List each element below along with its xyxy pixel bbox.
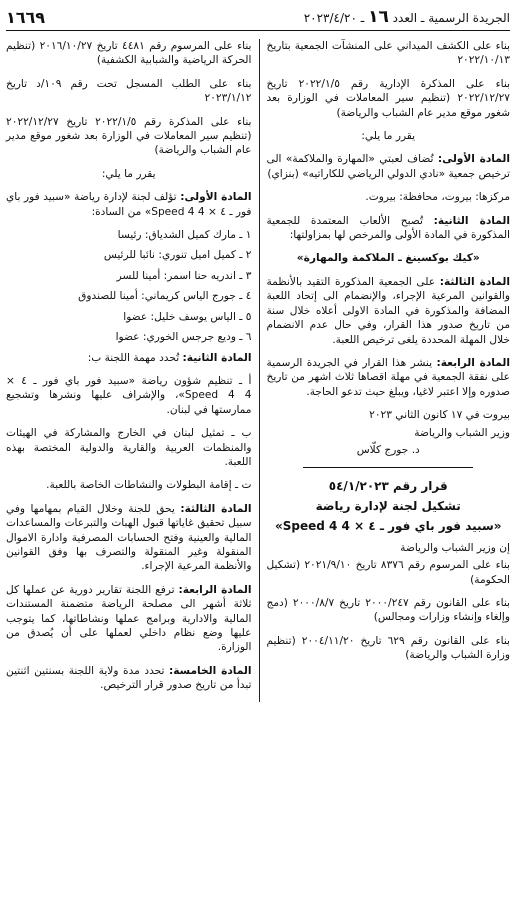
- article-text: تُصبح الألعاب المعتمدة للجمعية المذكورة في المادة الأولى والمرخص لها بمزاولتها:: [266, 214, 510, 242]
- article-label: المادة الرابعة:: [436, 356, 510, 369]
- task-item: ت ـ إقامة البطولات والنشاطات الخاصة باللعبة.: [46, 479, 252, 492]
- paragraph: بناء على المذكرة رقم ٢٠٢٢/١/٥ تاريخ ٢٠٢٢/١٢/٢٧ (تنظيم سير المعاملات في الوزارة بعد شغور موقع مدير عام الشباب والرياضة): [6, 115, 252, 157]
- article-text: تُحدد مهمة اللجنة ب:: [87, 351, 180, 364]
- decree-sport: «سبيد فور باي فور ـ ٤ × Speed 4 4»: [274, 518, 502, 533]
- article-2: [266, 214, 510, 243]
- decides-heading: يقرر ما يلي:: [101, 167, 156, 180]
- task-item: أ ـ تنظيم شؤون رياضة «سبيد فور باي فور ـ ٤ × Speed 4 4»، والإشراف عليها ونشرها وتشجيع ممارستها في لبنان.: [6, 374, 252, 416]
- headquarters-line: مركزها: بيروت، محافظة: بيروت.: [365, 191, 510, 204]
- two-column-body: [6, 39, 510, 702]
- paragraph: بناء على الطلب المسجل تحت رقم ١٠٩/د تاريخ ٢٠٢٣/١/١٢: [6, 77, 252, 105]
- article-label: المادة الخامسة:: [169, 664, 252, 677]
- article-label: المادة الثانية:: [182, 351, 252, 364]
- decides-heading: يقرر ما يلي:: [361, 130, 416, 143]
- article-text: على الجمعية المذكورة التقيد بالأنظمة والقوانين المرعية الإجراء، والإنضمام الى إتحاد اللعبة المضافة والمذكورة في المادة الاولى أعلاه خلال سنة من تاريخ صدور هذا القرار، وفي حال عدم الانضمام خلال المهلة المحددة يلغى ترخيص اللعبة.: [266, 275, 510, 346]
- member-item: ٢ ـ كميل اميل تنوري: نائبا للرئيس: [103, 249, 252, 262]
- article-label: المادة الثانية:: [433, 214, 510, 227]
- paragraph: بناء على المذكرة الإدارية رقم ٢٠٢٢/١/٥ تاريخ ٢٠٢٢/١٢/٢٧ (تنظيم سير المعاملات في الوزارة بعد شغور موقع مدير عام الشباب والرياضة): [266, 77, 511, 119]
- article-text: تحدد مدة ولاية اللجنة بسنتين اثنتين تبدأ من تاريخ صدور قرار الترخيص.: [6, 664, 252, 692]
- task-item: ب ـ تمثيل لبنان في الخارج والمشاركة في الهيئات والمنظمات العربية والقارية والدولية المختصة بهذه اللعبة.: [6, 427, 252, 468]
- article-text: ينشر هذا القرار في الجريدة الرسمية على نفقة الجمعية في مهلة اقصاها ثلاث اشهر من تاريخ صدوره وإلا اعتبر لاغيا، ويبلغ حيث تدعو الحاجة.: [266, 356, 510, 398]
- member-item: ٥ ـ الياس يوسف خليل: عضوا: [123, 310, 252, 323]
- page-header: [6, 6, 510, 28]
- paragraph: بناء على المرسوم رقم ٤٤٨١ تاريخ ٢٠١٦/١٠/٢٧ (تنظيم الحركة الرياضية والشبابية الكشفية): [6, 40, 252, 67]
- article-3: [6, 502, 251, 574]
- article-text: تُضاف لعبتي «المهارة والملاكمة» الى ترخيص جمعية «نادي الدولي الرياضي للكاراتيه» (بنزاي): [266, 153, 510, 180]
- article-2: [6, 351, 251, 365]
- paragraph: بناء على القانون رقم ٦٢٩ تاريخ ٢٠٠٤/١١/٢٠ (تنظيم وزارة الشباب والرياضة): [266, 634, 510, 662]
- right-column: [259, 39, 510, 702]
- article-4: [266, 356, 510, 399]
- member-item: ٤ ـ جورج الياس كريماني: أمينا للصندوق: [78, 290, 252, 303]
- article-5: [6, 664, 251, 693]
- games-line: «كيك بوكسينغ ـ الملاكمة والمهارة»: [296, 252, 480, 265]
- article-text: تؤلف لجنة لإدارة رياضة «سبيد فور باي فور ـ ٤ × Speed 4 4» من السادة:: [6, 191, 252, 218]
- member-item: ٣ ـ اندريه حنا اسمر: أمينا للسر: [116, 269, 252, 282]
- left-column: [6, 39, 251, 702]
- journal-name: الجريدة الرسمية ـ العدد: [392, 11, 510, 25]
- issue-date: ـ ٢٠٢٣/٤/٢٠: [303, 11, 365, 25]
- minister-title: وزير الشباب والرياضة: [414, 426, 510, 439]
- article-text: ترفع اللجنة تقارير دورية عن عملها كل ثلاثة أشهر الى مصلحة الرياضة متضمنة المستندات المالية والادارية وبرامج عملها ونشاطاتها، كما يتوجب عليها وضع نظام داخلي لعملها على أن يُصدق من الوزارة.: [6, 583, 252, 654]
- paragraph: بناء على المرسوم رقم ٨٣٧٦ تاريخ ٢٠٢١/٩/١٠ (تشكيل الحكومة): [266, 559, 510, 586]
- paragraph: بناء على القانون رقم ٢٠٠٠/٢٤٧ تاريخ ٢٠٠٠/٨/٧ (دمج وإلغاء وإنشاء وزارات ومجالس): [266, 596, 510, 624]
- place-date: بيروت في ١٧ كانون الثاني ٢٠٢٣: [369, 409, 510, 422]
- article-label: المادة الأولى:: [437, 153, 510, 166]
- page-number: ١٦٦٩: [6, 7, 46, 27]
- minister-name: د. جورج كلّاس: [356, 443, 420, 456]
- article-label: المادة الأولى:: [180, 191, 252, 204]
- article-4: [6, 583, 251, 655]
- member-item: ٦ ـ وديع جرجس الخوري: عضوا: [115, 331, 252, 344]
- article-1: [266, 152, 510, 181]
- article-label: المادة الثالثة:: [180, 502, 252, 515]
- paragraph: بناء على الكشف الميداني على المنشآت الجمعية بتاريخ ٢٠٢٢/١٠/١٣: [266, 40, 510, 67]
- article-text: يحق للجنة وخلال القيام بمهامها وفي سبيل تحقيق غاياتها قبول الهبات والتبرعات والمساعدات المالية والعينية وفتح الحسابات المصرفية وادارة الاموال المنقولة وغير المنقولة والتصرف بها وفق القوانين والأنظمة المرعية الإجراء.: [6, 502, 252, 573]
- article-3: [266, 275, 510, 347]
- section-divider: [303, 467, 473, 468]
- header-rule: [6, 30, 510, 31]
- journal-title: [304, 7, 510, 27]
- decree-number: قرار رقم ٥٤/١/٢٠٢٣: [328, 479, 448, 494]
- minister-intro: إن وزير الشباب والرياضة: [400, 541, 510, 554]
- decree-subject: تشكيل لجنة لإدارة رياضة: [315, 499, 461, 514]
- article-label: المادة الثالثة:: [439, 275, 510, 288]
- member-item: ١ ـ مارك كميل الشدياق: رئيسا: [117, 229, 252, 242]
- article-label: المادة الرابعة:: [178, 583, 252, 596]
- issue-number: ١٦: [368, 7, 389, 27]
- article-1: [6, 190, 251, 219]
